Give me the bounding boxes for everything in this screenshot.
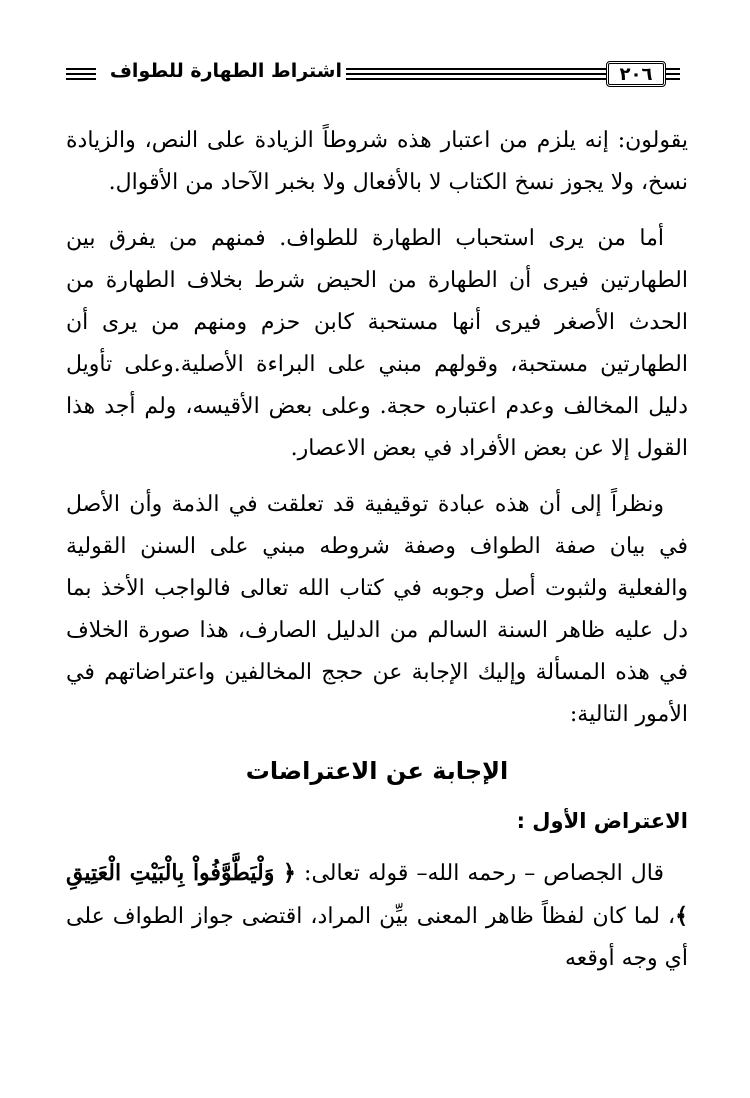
quran-verse: ﴿ وَلْيَطَّوَّفُواْ بِالْبَيْتِ الْعَتِيقِ ﴾ xyxy=(66,860,688,929)
header-rule-right xyxy=(666,68,680,80)
objection-subheading: الاعتراض الأول : xyxy=(516,809,688,833)
section-heading: الإجابة عن الاعتراضات xyxy=(245,757,509,785)
quote-continuation: ، لما كان لفظاً ظاهر المعنى بيِّن المراد، اقتضى جواز الطواف على أي وجه أوقعه xyxy=(66,904,688,971)
paragraph-4 xyxy=(66,852,688,980)
paragraph-3: ونظراً إلى أن هذه عبادة توقيفية قد تعلقت في الذمة وأن الأصل في بيان صفة الطواف وصفة شروطه مبني على السنن القولية والفعلية ولثبوت أصل وجوبه في كتاب الله تعالى فالواجب الأخذ بما دل عليه ظاهر السنة السالم من الدليل الصارف، هذا صورة الخلاف في هذه المسألة وإليك الإجابة عن حجج المخالفين واعتراضاتهم في الأمور التالية: xyxy=(66,492,688,727)
paragraph-1: يقولون: إنه يلزم من اعتبار هذه شروطاً الزيادة على النص، والزيادة نسخ، ولا يجوز نسخ الكتاب لا بالأفعال ولا بخبر الآحاد من الأقوال. xyxy=(66,128,688,195)
header-rule-middle xyxy=(346,68,606,80)
page-number: ٢٠٦ xyxy=(606,61,666,87)
body-text xyxy=(66,120,688,994)
quote-intro: قال الجصاص – رحمه الله– قوله تعالى: xyxy=(295,861,664,886)
running-header xyxy=(66,60,680,90)
running-title: اشتراط الطهارة للطواف xyxy=(109,60,342,82)
header-rule-left xyxy=(66,68,96,80)
paragraph-2: أما من يرى استحباب الطهارة للطواف. فمنهم من يفرق بين الطهارتين فيرى أن الطهارة من الحيض شرط بخلاف الطهارة من الحدث الأصغر فيرى أنها مستحبة كابن حزم ومنهم من يرى أن الطهارتين مستحبة، وقولهم مبني على البراءة الأصلية.وعلى تأويل دليل المخالف وعدم اعتباره حجة. وعلى بعض الأقيسه، ولم أجد هذا القول إلا عن بعض الأفراد في بعض الاعصار. xyxy=(66,226,688,461)
